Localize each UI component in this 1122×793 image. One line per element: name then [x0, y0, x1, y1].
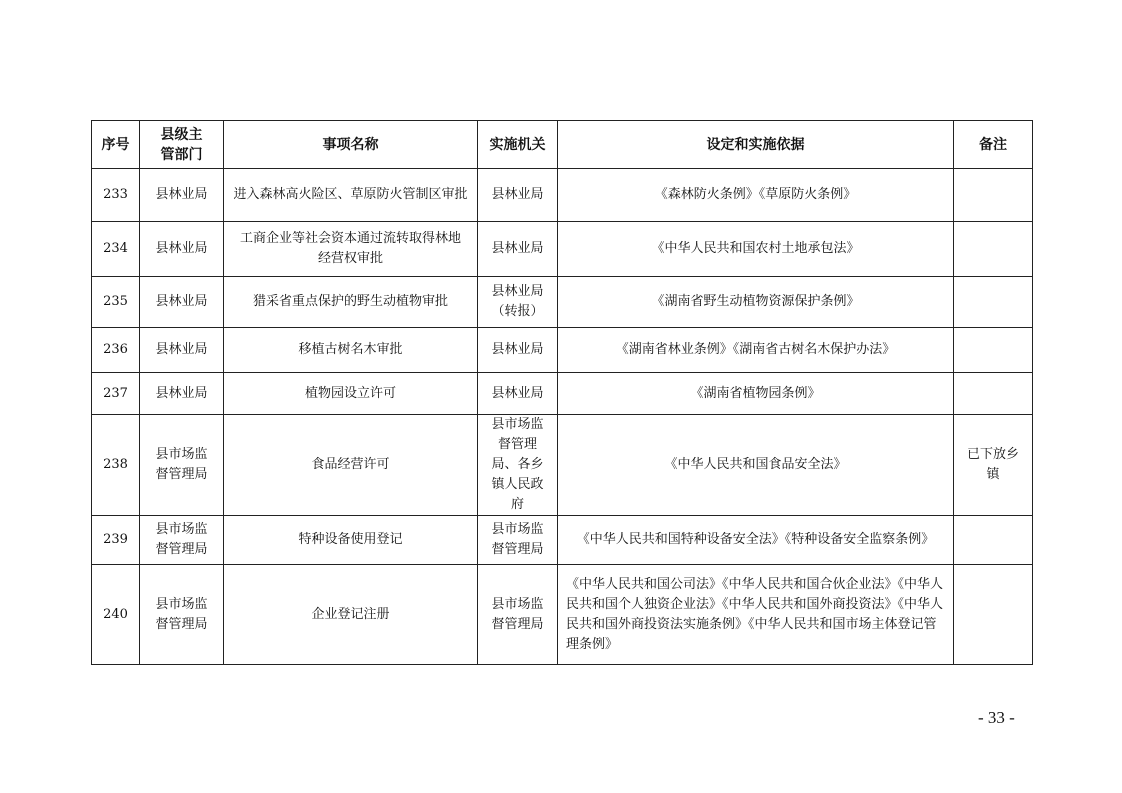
header-item: 事项名称: [224, 121, 478, 169]
row-basis: 《湖南省林业条例》《湖南省古树名木保护办法》: [558, 328, 954, 373]
row-agency: 县林业局: [478, 169, 558, 222]
row-note: 已下放乡镇: [954, 415, 1033, 516]
table-row: [92, 565, 1033, 665]
row-seq: 238: [92, 415, 140, 516]
row-basis: 《湖南省植物园条例》: [558, 373, 954, 415]
table-row: [92, 277, 1033, 328]
row-dept: 县市场监督管理局: [140, 415, 224, 516]
row-item: 企业登记注册: [224, 565, 478, 665]
row-seq: 239: [92, 516, 140, 565]
header-agency: 实施机关: [478, 121, 558, 169]
header-basis: 设定和实施依据: [558, 121, 954, 169]
row-dept: 县林业局: [140, 169, 224, 222]
row-seq: 236: [92, 328, 140, 373]
row-seq: 234: [92, 222, 140, 277]
table-row: [92, 415, 1033, 516]
row-seq: 240: [92, 565, 140, 665]
row-agency: 县林业局: [478, 222, 558, 277]
row-item: 猎采省重点保护的野生动植物审批: [224, 277, 478, 328]
row-note: [954, 169, 1033, 222]
row-note: [954, 277, 1033, 328]
row-item: 移植古树名木审批: [224, 328, 478, 373]
row-item: 植物园设立许可: [224, 373, 478, 415]
row-note: [954, 516, 1033, 565]
row-seq: 235: [92, 277, 140, 328]
row-dept: 县林业局: [140, 373, 224, 415]
row-agency: 县林业局: [478, 328, 558, 373]
row-seq: 237: [92, 373, 140, 415]
row-note: [954, 222, 1033, 277]
row-note: [954, 565, 1033, 665]
table-row: [92, 373, 1033, 415]
table-row: [92, 222, 1033, 277]
row-item: 特种设备使用登记: [224, 516, 478, 565]
table-row: [92, 328, 1033, 373]
matters-table: [91, 120, 1033, 665]
row-agency: 县市场监督管理局: [478, 516, 558, 565]
row-agency: 县林业局（转报）: [478, 277, 558, 328]
row-basis: 《森林防火条例》《草原防火条例》: [558, 169, 954, 222]
row-item: 进入森林高火险区、草原防火管制区审批: [224, 169, 478, 222]
row-dept: 县市场监督管理局: [140, 565, 224, 665]
row-item: 食品经营许可: [224, 415, 478, 516]
row-agency: 县林业局: [478, 373, 558, 415]
row-basis: 《中华人民共和国农村土地承包法》: [558, 222, 954, 277]
table-row: [92, 516, 1033, 565]
table-row: [92, 169, 1033, 222]
header-dept: 县级主管部门: [140, 121, 224, 169]
row-agency: 县市场监督管理局、各乡镇人民政府: [478, 415, 558, 516]
row-note: [954, 373, 1033, 415]
page-number: - 33 -: [978, 708, 1015, 727]
row-basis: 《湖南省野生动植物资源保护条例》: [558, 277, 954, 328]
row-item: 工商企业等社会资本通过流转取得林地经营权审批: [224, 222, 478, 277]
row-seq: 233: [92, 169, 140, 222]
row-note: [954, 328, 1033, 373]
row-basis: 《中华人民共和国公司法》《中华人民共和国合伙企业法》《中华人民共和国个人独资企业法》《中华人民共和国外商投资法》《中华人民共和国外商投资法实施条例》《中华人民共和国市场主体登记管理条例》: [558, 565, 954, 665]
row-basis: 《中华人民共和国特种设备安全法》《特种设备安全监察条例》: [558, 516, 954, 565]
row-dept: 县林业局: [140, 277, 224, 328]
row-dept: 县市场监督管理局: [140, 516, 224, 565]
row-basis: 《中华人民共和国食品安全法》: [558, 415, 954, 516]
row-dept: 县林业局: [140, 222, 224, 277]
header-seq: 序号: [92, 121, 140, 169]
row-agency: 县市场监督管理局: [478, 565, 558, 665]
row-dept: 县林业局: [140, 328, 224, 373]
header-note: 备注: [954, 121, 1033, 169]
header-row: [92, 121, 1033, 169]
